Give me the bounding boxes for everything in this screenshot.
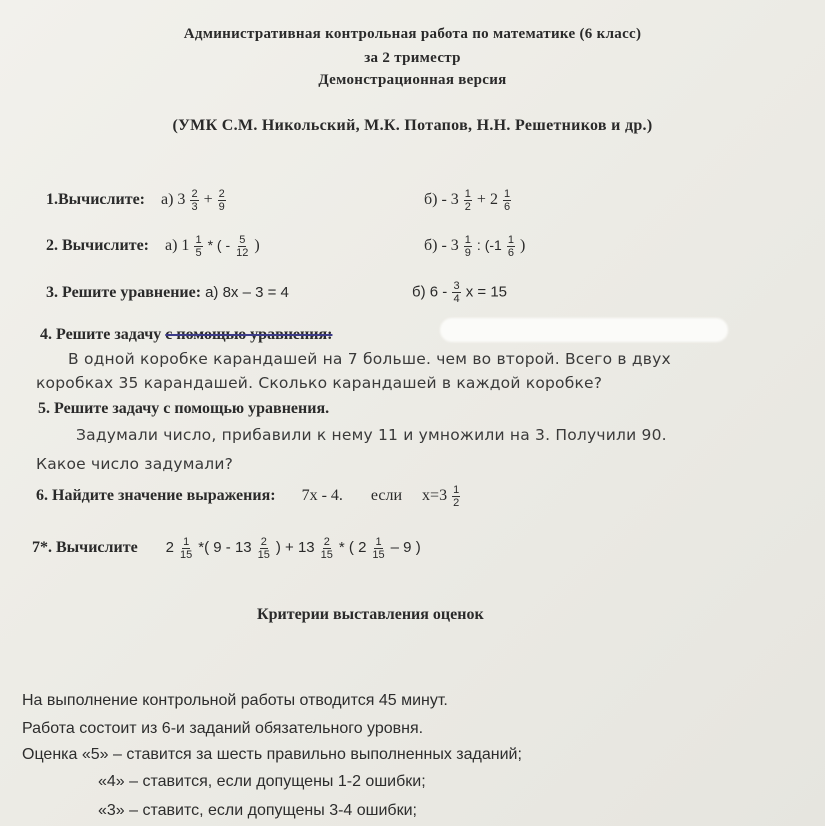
task-2b: б) - 3 $\frac{1}{9}$ : (-1 $\frac{1}{6}$ ) [424, 234, 526, 259]
task-1-label: 1.Вычислите: [46, 191, 145, 209]
task-7-label: 7*. Вычислите [32, 539, 138, 557]
task-1b-frac1: $\frac{1}{2}$ [464, 188, 471, 213]
task-2b-frac2: $\frac{1}{6}$ [507, 234, 514, 259]
criteria-line-4: «4» – ставится, если допущены 1-2 ошибки; [98, 773, 426, 790]
task-1a-prefix: а) 3 [161, 191, 186, 209]
task-1a-frac1: $\frac{2}{3}$ [191, 188, 198, 213]
task-7-frac2: $\frac{2}{15}$ [257, 536, 270, 561]
redaction-mark [440, 318, 728, 342]
task-7-frac1: $\frac{1}{15}$ [180, 536, 193, 561]
criteria-title: Критерии выставления оценок [257, 606, 484, 623]
header-title: Административная контрольная работа по математике (6 класс) [183, 26, 642, 42]
criteria-line-3: Оценка «5» – ставится за шесть правильно выполненных заданий; [22, 746, 522, 763]
criteria-line-1: На выполнение контрольной работы отводится 45 минут. [22, 692, 448, 709]
task-4-struck-text: с помощью уравнения: [165, 326, 333, 343]
task-6-frac: $\frac{1}{2}$ [453, 484, 460, 509]
task-6-label: 6. Найдите значение выражения: [36, 487, 276, 505]
task-5-text-line2: Какое число задумали? [36, 455, 234, 473]
task-1b-frac2: $\frac{1}{6}$ [503, 188, 511, 213]
task-2a-frac1: $\frac{1}{5}$ [195, 234, 202, 259]
task-4-label: 4. Решите задачу [40, 326, 162, 343]
task-3b-frac: $\frac{3}{4}$ [453, 280, 460, 305]
task-4-heading [40, 326, 332, 344]
task-7-frac3: $\frac{2}{15}$ [320, 536, 333, 561]
task-5-label: 5. Решите задачу с помощью уравнения. [38, 400, 330, 417]
criteria-line-2: Работа состоит из 6-и заданий обязательного уровня. [22, 720, 424, 737]
task-2a-frac2: $\frac{5}{12}$ [236, 234, 249, 259]
task-1: 1.Вычислите: а) 3 $\frac{2}{3}$ + $\frac{2}{9}$ [46, 188, 225, 213]
header-version: Демонстрационная версия [318, 72, 507, 88]
task-5-text-line1: Задумали число, прибавили к нему 11 и умножили на 3. Получили 90. [76, 426, 667, 444]
task-2: 2. Вычислите: а) 1 $\frac{1}{5}$ * ( - $\frac{5}{12}$ ) [46, 234, 260, 259]
criteria-line-5: «3» – ставитс, если допущены 3-4 ошибки; [98, 802, 417, 819]
header-trimester: за 2 триместр [364, 50, 461, 66]
task-3b: б) 6 - $\frac{3}{4}$ х = 15 [412, 280, 508, 305]
task-1b: б) - 3 $\frac{1}{2}$ + 2 $\frac{1}{6}$ [424, 188, 511, 213]
task-6: 6. Найдите значение выражения: 7х - 4. если х=3 $\frac{1}{2}$ [36, 484, 460, 509]
header-umk: (УМК С.М. Никольский, М.К. Потапов, Н.Н. Решетников и др.) [172, 117, 653, 134]
task-4-text-line2: коробках 35 карандашей. Сколько карандашей в каждой коробке? [36, 374, 603, 392]
task-7-frac4: $\frac{1}{15}$ [372, 536, 385, 561]
task-3-label: 3. Решите уравнение: [46, 284, 202, 301]
task-2b-frac1: $\frac{1}{9}$ [464, 234, 471, 259]
task-4-text-line1: В одной коробке карандашей на 7 больше. чем во второй. Всего в двух [68, 350, 671, 368]
task-1a-frac2: $\frac{2}{9}$ [218, 188, 225, 213]
task-2-label: 2. Вычислите: [46, 237, 149, 255]
task-3: 3. Решите уравнение: а) 8х – 3 = 4 [46, 284, 289, 301]
task-7: 7*. Вычислите 2 $\frac{1}{15}$ *( 9 - 13 $\frac{2}{15}$ ) + 13 $\frac{2}{15}$ * ( 2 $\frac{1}{15}$ – 9 ) [32, 536, 421, 561]
